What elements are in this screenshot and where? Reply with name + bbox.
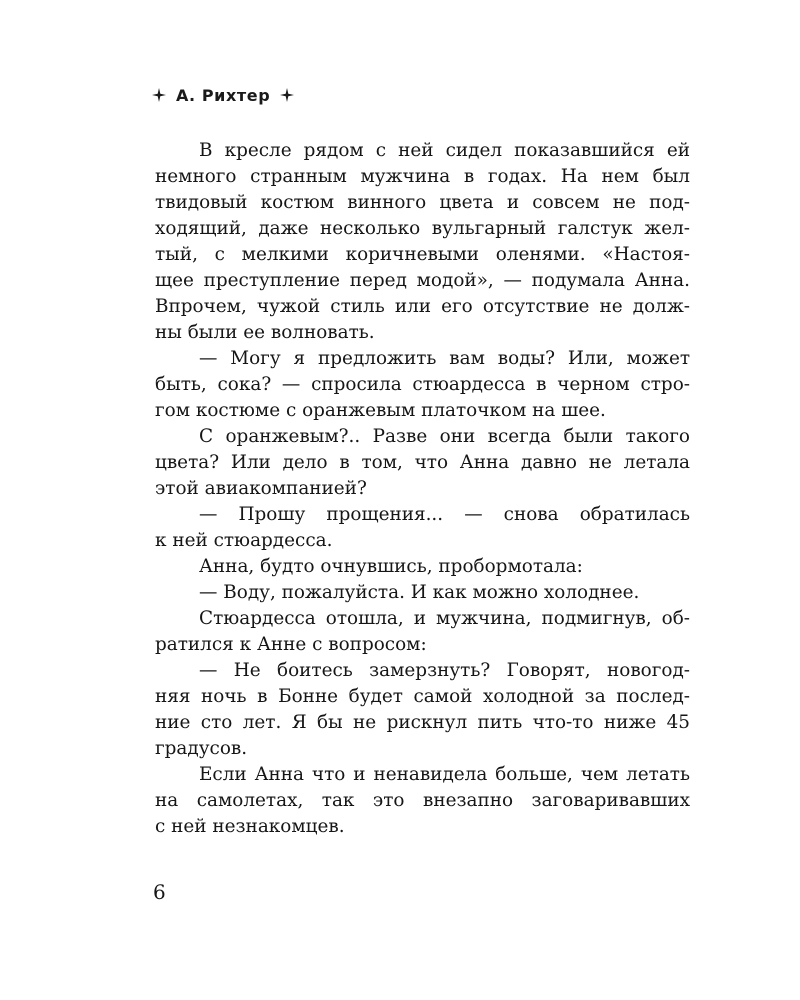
four-point-star-icon	[280, 88, 294, 102]
text-line: Если Анна что и ненавидела больше, чем летать	[199, 764, 690, 785]
text-line: Анна, будто очнувшись, пробормотала:	[199, 556, 583, 577]
text-line: — Прошу прощения... — снова обратилась	[199, 504, 690, 525]
text-line: с ней незнакомцев.	[155, 816, 345, 837]
text-line: — Могу я предложить вам воды? Или, может	[199, 348, 690, 369]
body-text	[155, 138, 690, 840]
text-line: В кресле рядом с ней сидел показавшийся ей	[199, 140, 690, 161]
text-line: тый, с мелкими коричневыми оленями. «Настоя-	[155, 244, 690, 265]
text-line: на самолетах, так это внезапно заговаривавших	[155, 790, 690, 811]
text-line: Стюардесса отошла, и мужчина, подмигнув, об-	[199, 608, 690, 629]
text-line: няя ночь в Бонне будет самой холодной за послед-	[155, 686, 690, 707]
text-line: ходящий, даже несколько вульгарный галстук жел-	[155, 218, 690, 239]
text-line: С оранжевым?.. Разве они всегда были такого	[199, 426, 690, 447]
text-line: этой авиакомпанией?	[155, 478, 367, 499]
text-line: щее преступление перед модой», — подумала Анна.	[155, 270, 690, 291]
text-line: ние сто лет. Я бы не рискнул пить что-то ниже 45	[155, 712, 690, 733]
four-point-star-icon	[152, 88, 166, 102]
text-line: — Не боитесь замерзнуть? Говорят, новогод-	[199, 660, 690, 681]
page-number: 6	[153, 880, 166, 904]
text-line: Впрочем, чужой стиль или его отсутствие не долж-	[155, 296, 690, 317]
text-line: ны были ее волновать.	[155, 322, 375, 343]
author-name: А. Рихтер	[176, 85, 271, 105]
text-line: градусов.	[155, 738, 248, 759]
text-line: к ней стюардесса.	[155, 530, 333, 551]
text-line: твидовый костюм винного цвета и совсем не под-	[155, 192, 690, 213]
text-line: гом костюме с оранжевым платочком на шее.	[155, 400, 606, 421]
text-line: ратился к Анне с вопросом:	[155, 634, 427, 655]
text-line: быть, сока? — спросила стюардесса в черном стро-	[155, 374, 690, 395]
running-head	[152, 84, 294, 106]
text-line: — Воду, пожалуйста. И как можно холоднее.	[199, 582, 640, 603]
text-line: цвета? Или дело в том, что Анна давно не летала	[155, 452, 690, 473]
text-line: немного странным мужчина в годах. На нем был	[155, 166, 690, 187]
